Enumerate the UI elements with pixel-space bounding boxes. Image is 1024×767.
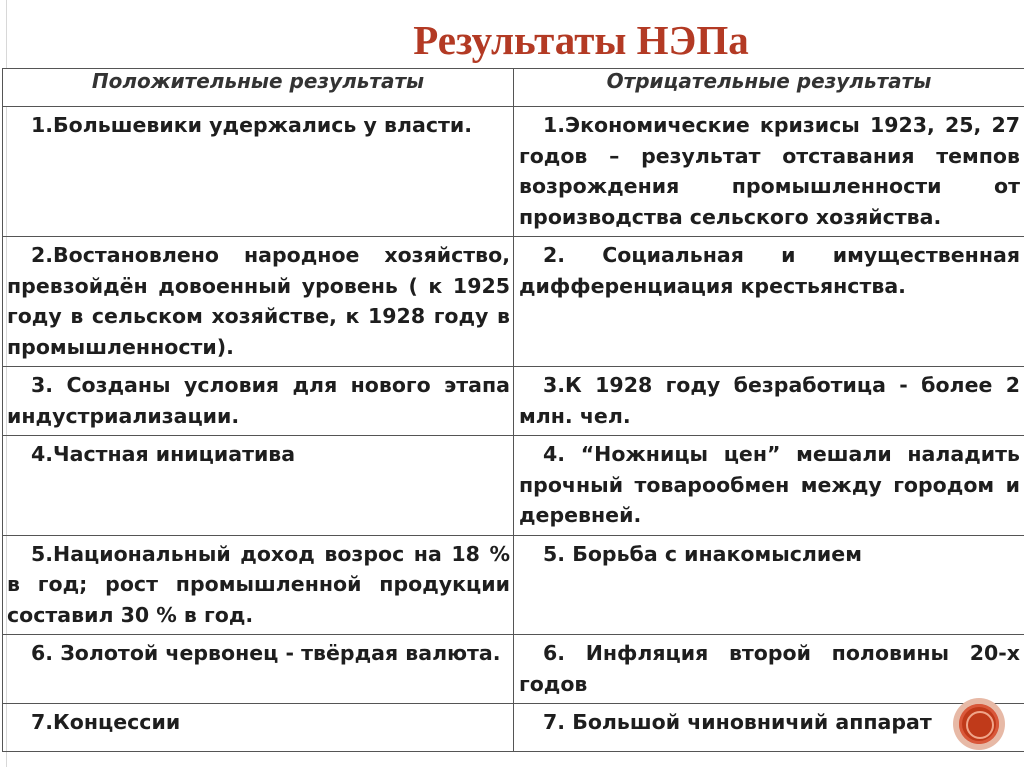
results-table (2, 68, 1024, 752)
positive-cell (3, 436, 514, 536)
negative-text: 5. Борьба с инакомыслием (543, 541, 862, 566)
table-row (3, 367, 1024, 436)
negative-text: 1.Экономические кризисы 1923, 25, 27 годов – результат отставания темпов возрождения промышленности от производства сельского хозяйства. (519, 113, 1020, 229)
positive-text: 1.Большевики удержались у власти. (31, 113, 473, 137)
negative-text: 6. Инфляция второй половины 20-х годов (519, 641, 1020, 696)
positive-cell (3, 535, 514, 635)
circle-nav-inner (966, 711, 994, 739)
positive-text: 2.Востановлено народное хозяйство, превзойдён довоенный уровень ( к 1925 году в сельском хозяйстве, к 1928 году в промышленности). (7, 243, 510, 359)
table-row (3, 535, 1024, 635)
slide-title: Результаты НЭПа (413, 17, 749, 63)
negative-text: 2. Социальная и имущественная дифференциация крестьянства. (519, 243, 1020, 298)
positive-cell (3, 107, 514, 237)
positive-cell (3, 635, 514, 704)
negative-text: 7. Большой чиновничий аппарат (543, 710, 932, 734)
negative-text: 3.К 1928 году безработица - более 2 млн. чел. (519, 373, 1020, 428)
slide-nav-button[interactable] (953, 698, 1005, 750)
negative-cell (514, 107, 1024, 237)
positive-text: 4.Частная инициатива (31, 442, 296, 466)
negative-cell (514, 436, 1024, 536)
header-negative: Отрицательные результаты (514, 69, 1024, 107)
header-positive: Положительные результаты (3, 69, 514, 107)
negative-cell (514, 535, 1024, 635)
negative-text: 4. “Ножницы цен” мешали наладить прочный товарообмен между городом и деревней. (519, 442, 1020, 527)
negative-cell (514, 635, 1024, 704)
positive-cell (3, 704, 514, 752)
table-header-row (3, 69, 1024, 107)
positive-cell (3, 367, 514, 436)
table-row (3, 704, 1024, 752)
positive-text: 7.Концессии (31, 710, 181, 734)
negative-cell (514, 704, 1024, 752)
table-row (3, 635, 1024, 704)
positive-text: 6. Золотой червонец - твёрдая валюта. (31, 641, 501, 665)
positive-cell (3, 237, 514, 367)
circle-nav-icon (959, 704, 999, 744)
table-row (3, 107, 1024, 237)
negative-cell (514, 237, 1024, 367)
negative-cell (514, 367, 1024, 436)
positive-text: 5.Национальный доход возрос на 18 % в год; рост промышленной продукции составил 30 % в год. (7, 541, 510, 627)
table-row (3, 436, 1024, 536)
positive-text: 3. Созданы условия для нового этапа индустриализации. (7, 373, 510, 428)
table-row (3, 237, 1024, 367)
